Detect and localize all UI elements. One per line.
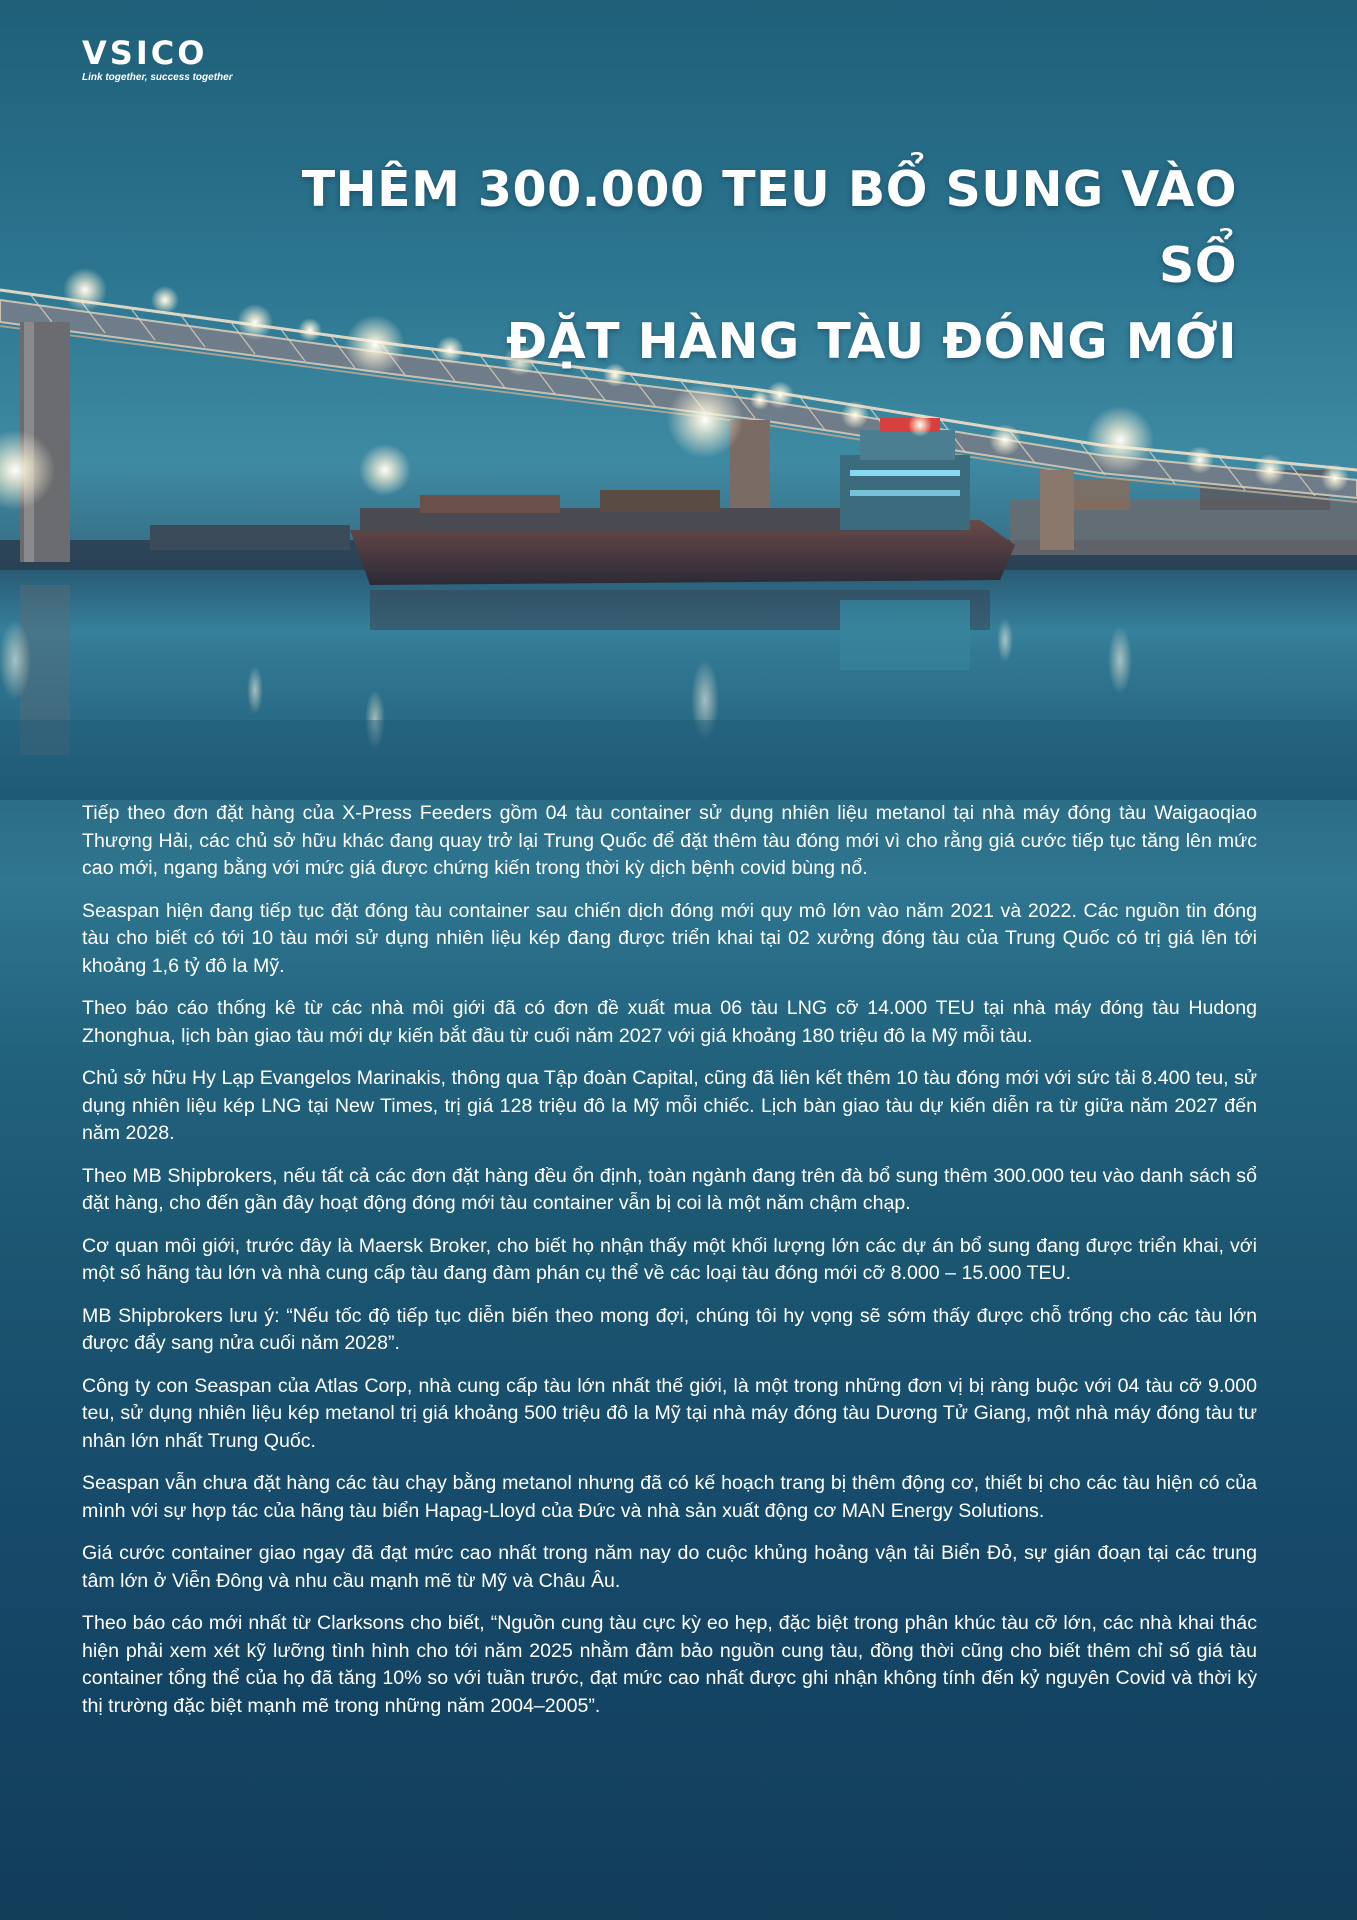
- article-paragraph: Tiếp theo đơn đặt hàng của X-Press Feeders gồm 04 tàu container sử dụng nhiên liệu metanol tại nhà máy đóng tàu Waigaoqiao Thượng Hải, các chủ sở hữu khác đang quay trở lại Trung Quốc để đặt thêm tàu đóng mới vì cho rằng giá cước tiếp tục tăng lên mức cao mới, ngang bằng với mức giá được chứng kiến trong thời kỳ dịch bệnh covid bùng nổ.: [82, 802, 1257, 879]
- title-line-2: ĐẶT HÀNG TÀU ĐÓNG MỚI: [506, 313, 1237, 370]
- article-paragraph: Cơ quan môi giới, trước đây là Maersk Broker, cho biết họ nhận thấy một khối lượng lớn các dự án bổ sung đang được triển khai, với một số hãng tàu lớn và nhà cung cấp tàu đang đàm phán cụ thể về các loại tàu đóng mới cỡ 8.000 – 15.000 TEU.: [82, 1234, 1257, 1284]
- article-paragraph: Giá cước container giao ngay đã đạt mức cao nhất trong năm nay do cuộc khủng hoảng vận tải Biển Đỏ, sự gián đoạn tại các trung tâm lớn ở Viễn Đông và nhu cầu mạnh mẽ từ Mỹ và Châu Âu.: [82, 1542, 1257, 1592]
- title-line-1: THÊM 300.000 TEU BỔ SUNG VÀO SỔ: [301, 161, 1237, 294]
- article-paragraph: Theo báo cáo mới nhất từ Clarksons cho biết, “Nguồn cung tàu cực kỳ eo hẹp, đặc biệt trong phân khúc tàu cỡ lớn, các nhà khai thác hiện phải xem xét kỹ lưỡng tình hình cho tới năm 2025 nhằm đảm bảo nguồn cung tàu, đồng thời cũng cho biết thêm chỉ số giá tàu container tổng thể của họ đã tăng 10% so với tuần trước, đạt mức cao nhất được ghi nhận không tính đến kỷ nguyên Covid và thời kỳ thị trường đặc biệt mạnh mẽ trong những năm 2004–2005”.: [82, 1612, 1257, 1717]
- article-title: [237, 152, 1237, 380]
- article-paragraph: Seaspan vẫn chưa đặt hàng các tàu chạy bằng metanol nhưng đã có kế hoạch trang bị thêm động cơ, thiết bị cho các tàu hiện có của mình với sự hợp tác của hãng tàu biển Hapag-Lloyd của Đức và nhà sản xuất động cơ MAN Energy Solutions.: [82, 1472, 1257, 1522]
- harbour-photo: [0, 0, 1357, 800]
- article-paragraph: MB Shipbrokers lưu ý: “Nếu tốc độ tiếp tục diễn biến theo mong đợi, chúng tôi hy vọng sẽ sớm thấy được chỗ trống cho các tàu lớn được đẩy sang nửa cuối năm 2028”.: [82, 1304, 1257, 1354]
- article-paragraph: Chủ sở hữu Hy Lạp Evangelos Marinakis, thông qua Tập đoàn Capital, cũng đã liên kết thêm 10 tàu đóng mới với sức tải 8.400 teu, sử dụng nhiên liệu kép LNG tại New Times, trị giá 128 triệu đô la Mỹ mỗi chiếc. Lịch bàn giao tàu dự kiến diễn ra từ giữa năm 2027 đến năm 2028.: [82, 1067, 1257, 1144]
- company-logo: [82, 36, 252, 83]
- article-paragraph: Công ty con Seaspan của Atlas Corp, nhà cung cấp tàu lớn nhất thế giới, là một trong những đơn vị bị ràng buộc với 04 tàu cỡ 9.000 teu, sử dụng nhiên liệu kép metanol trị giá khoảng 500 triệu đô la Mỹ tại nhà máy đóng tàu Dương Tử Giang, một nhà máy đóng tàu tư nhân lớn nhất Trung Quốc.: [82, 1374, 1257, 1452]
- article-paragraph: Seaspan hiện đang tiếp tục đặt đóng tàu container sau chiến dịch đóng mới quy mô lớn vào năm 2021 và 2022. Các nguồn tin đóng tàu cho biết có tới 10 tàu mới sử dụng nhiên liệu kép đang được triển khai tại 02 xưởng đóng tàu của Trung Quốc có trị giá lên tới khoảng 1,6 tỷ đô la Mỹ.: [82, 899, 1257, 977]
- article-body: [82, 800, 1257, 1735]
- logo-wordmark: VSICO: [82, 34, 208, 72]
- article-paragraph: Theo MB Shipbrokers, nếu tất cả các đơn đặt hàng đều ổn định, toàn ngành đang trên đà bổ sung thêm 300.000 teu vào danh sách sổ đặt hàng, cho đến gần đây hoạt động đóng mới tàu container vẫn bị coi là một năm chậm chạp.: [82, 1164, 1257, 1214]
- logo-tagline: Link together, success together: [82, 72, 233, 83]
- article-paragraph: Theo báo cáo thống kê từ các nhà môi giới đã có đơn đề xuất mua 06 tàu LNG cỡ 14.000 TEU tại nhà máy đóng tàu Hudong Zhonghua, lịch bàn giao tàu mới dự kiến bắt đầu từ cuối năm 2027 với giá khoảng 180 triệu đô la Mỹ mỗi tàu.: [82, 997, 1257, 1047]
